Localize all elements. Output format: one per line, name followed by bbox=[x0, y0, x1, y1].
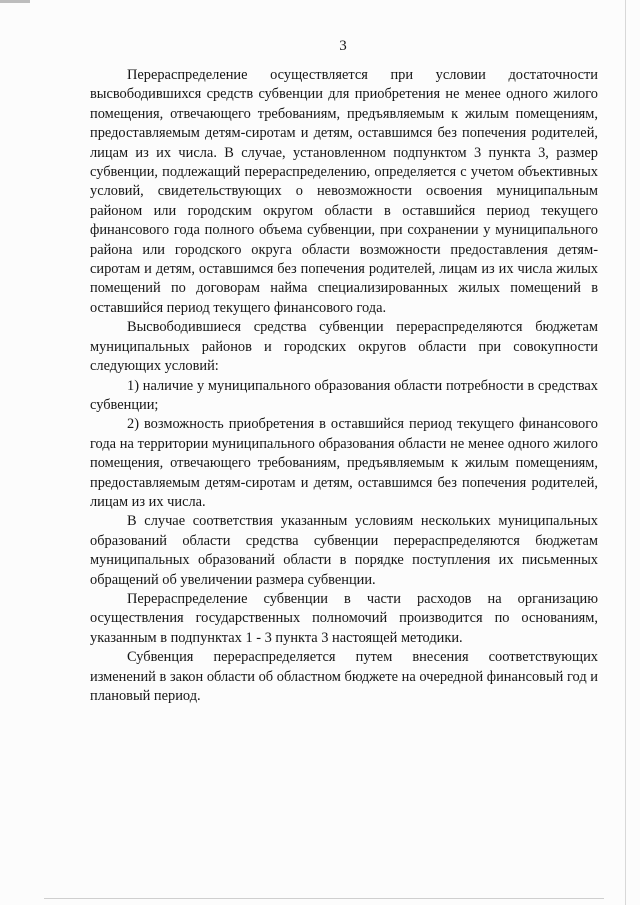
paragraph-law-amendment: Субвенция перераспределяется путем внесения соответствующих изменений в закон области об областном бюджете на очередной финансовый год и плановый период. bbox=[90, 649, 598, 704]
paragraph-multiple-municipalities: В случае соответствия указанным условиям нескольких муниципальных образований области средства субвенции перераспределяются бюджетам муниципальных образований области в порядке поступления их письменных обращений об увеличении размера субвенции. bbox=[90, 513, 598, 588]
paragraph-expenses-redistribution: Перераспределение субвенции в части расходов на организацию осуществления государственных полномочий производится по основаниям, указанным в подпунктах 1 - 3 пункта 3 настоящей методики. bbox=[90, 590, 598, 646]
scan-edge-line bbox=[625, 0, 626, 905]
paragraph-redistribution-conditions: Перераспределение осуществляется при условии достаточности высвободившихся средств субвенции для приобретения не менее одного жилого помещения, отвечающего требованиям, предъявляемым к жилым помещениям, предоставляемым детям-сиротам и детям, оставшимся без попечения родителей, лицам из их числа. В случае, установленном подпунктом 3 пункта 3, размер субвенции, подлежащий перераспределению, определяется с учетом объективных условий, свидетельствующих о невозможности освоения муниципальным районом или городским округом области в оставшийся период текущего финансового года полного объема субвенции, при сохранении у муниципального района или городского округа области возможности предоставления детям-сиротам и детям, оставшимся без попечения родителей, лицам из их числа жилых помещений по договорам найма специализированных жилых помещений в оставшийся период текущего финансового года. bbox=[90, 67, 598, 316]
page-number: 3 bbox=[339, 38, 347, 54]
document-body bbox=[90, 66, 598, 706]
paragraph-condition-2: 2) возможность приобретения в оставшийся период текущего финансового года на территории муниципального образования области не менее одного жилого помещения, отвечающего требованиям, предъявляемым к жилым помещениям, предоставляемым детям-сиротам и детям, оставшимся без попечения родителей, лицам из их числа. bbox=[90, 416, 598, 510]
scan-artifact bbox=[0, 0, 30, 3]
paragraph-condition-1: 1) наличие у муниципального образования области потребности в средствах субвенции; bbox=[90, 377, 598, 413]
scan-edge-line bbox=[44, 898, 604, 899]
paragraph-released-funds: Высвободившиеся средства субвенции перераспределяются бюджетам муниципальных районов и городских округов области при совокупности следующих условий: bbox=[90, 319, 598, 375]
